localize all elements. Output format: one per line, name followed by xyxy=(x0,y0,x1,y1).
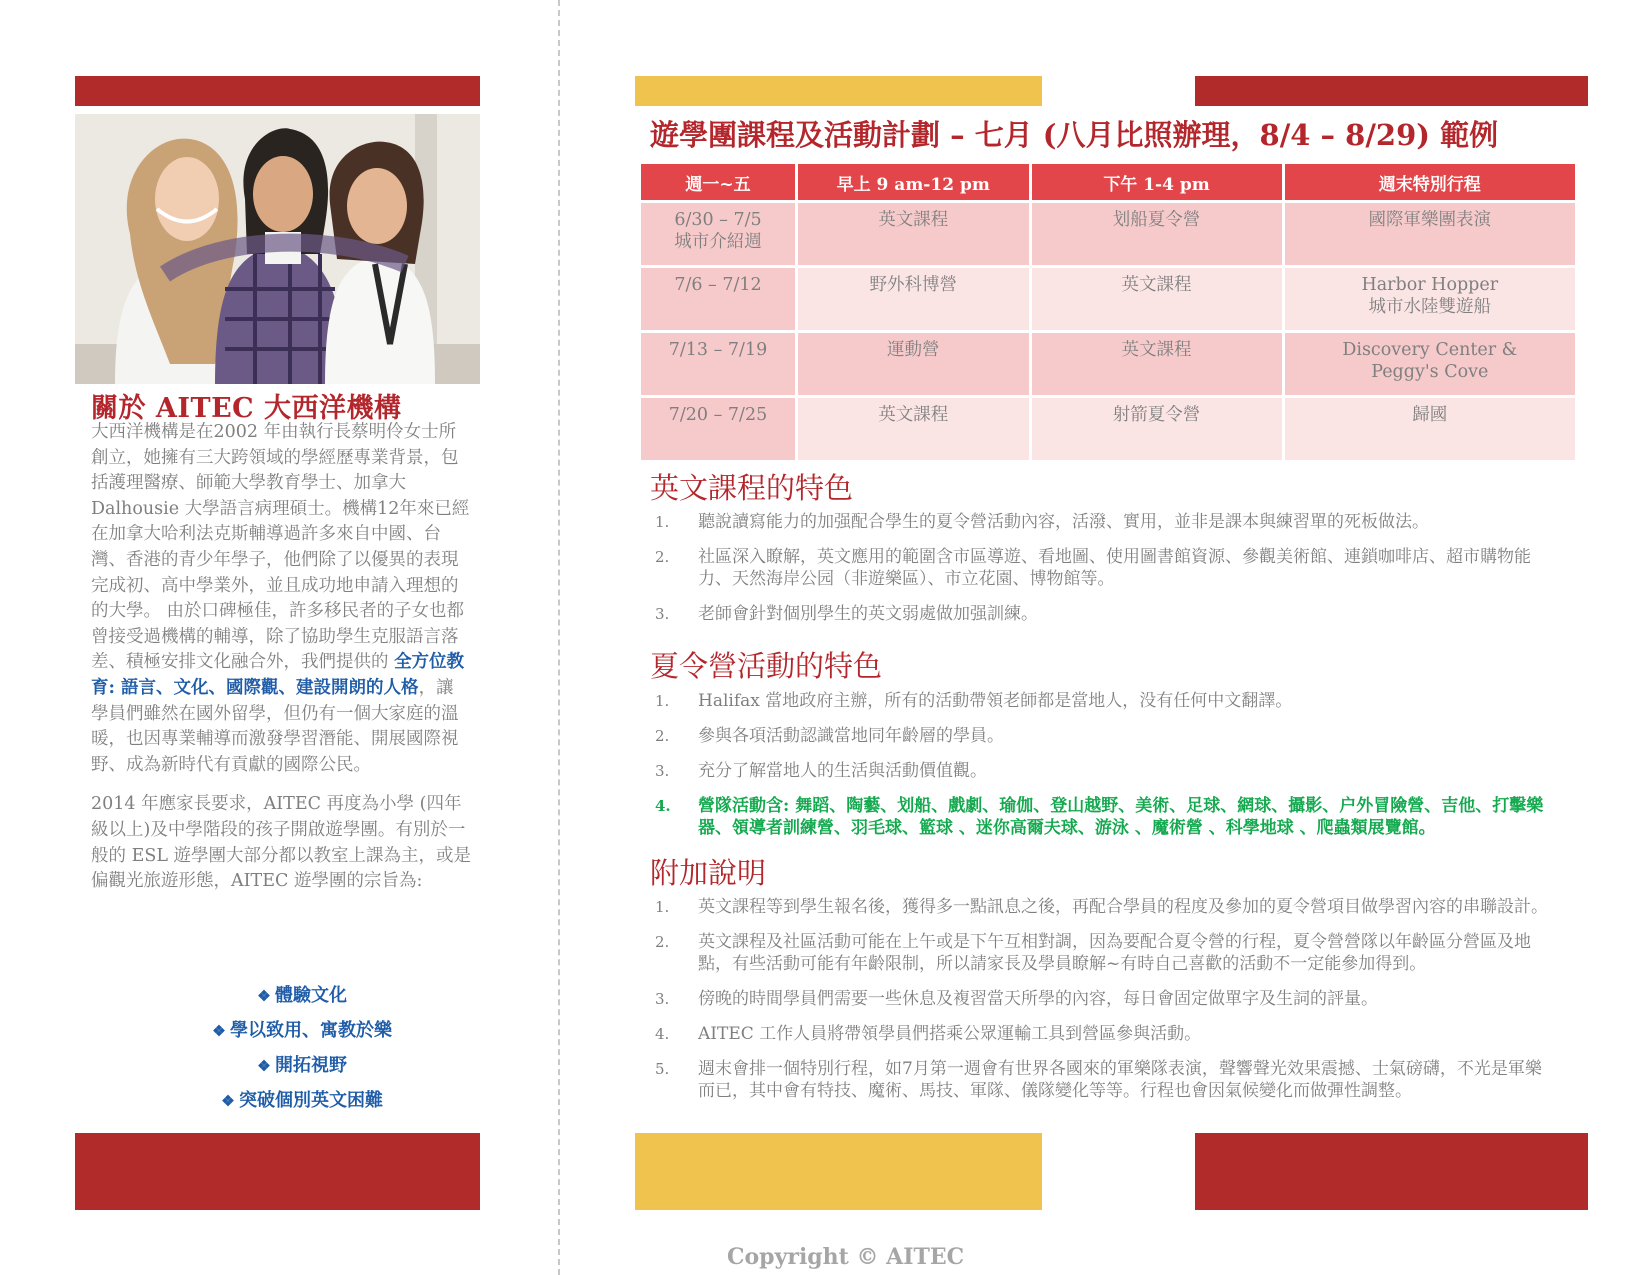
col-header-week: 週一~五 xyxy=(641,164,795,200)
cell-afternoon: 英文課程 xyxy=(1032,268,1282,330)
cell-afternoon: 划船夏令營 xyxy=(1032,203,1282,265)
bottom-gold-block xyxy=(635,1133,1042,1210)
notes-list xyxy=(655,896,1555,1115)
about-paragraph-2: 2014 年應家長要求，AITEC 再度為小學 (四年級以上)及中學階段的孩子開啟遊學團。有別於一般的 ESL 遊學團大部分都以教室上課為主，或是偏觀光旅遊形態，AITEC 遊學團的宗旨為: xyxy=(91,794,472,892)
about-paragraph-1 xyxy=(91,420,471,778)
aim-bullet-text: 體驗文化 xyxy=(275,985,347,1006)
cell-weekend: Harbor Hopper 城市水陸雙遊船 xyxy=(1285,268,1575,330)
cell-week: 7/13 – 7/19 xyxy=(641,333,795,395)
cell-morning: 野外科博營 xyxy=(798,268,1029,330)
bottom-right-red-block xyxy=(1195,1133,1588,1210)
table-row xyxy=(641,203,1575,265)
aim-bullet xyxy=(140,1013,460,1048)
list-item: 1. 英文課程等到學生報名後，獲得多一點訊息之後，再配合學員的程度及參加的夏令營項目做學習內容的串聯設計。 xyxy=(655,897,1548,917)
camp-features-title: 夏令營活動的特色 xyxy=(650,649,883,683)
cell-weekend: Discovery Center & Peggy's Cove xyxy=(1285,333,1575,395)
copyright-text: Copyright © AITEC xyxy=(727,1244,965,1270)
cell-afternoon: 英文課程 xyxy=(1032,333,1282,395)
list-item: 4. AITEC 工作人員將帶領學員們搭乘公眾運輸工具到營區參與活動。 xyxy=(655,1024,1202,1044)
diamond-bullet-icon: ❖ xyxy=(221,1092,235,1110)
fold-line xyxy=(558,0,560,1275)
aim-bullet-text: 突破個別英文困難 xyxy=(239,1090,383,1111)
cell-week: 6/30 – 7/5 城市介紹週 xyxy=(641,203,795,265)
col-header-weekend: 週末特別行程 xyxy=(1285,164,1575,200)
table-header-row xyxy=(641,164,1575,200)
list-item: 2. 英文課程及社區活動可能在上午或是下午互相對調，因為要配合夏令營的行程，夏令營營隊以年齡區分營區及地點，有些活動可能有年齡限制，所以請家長及學員瞭解~有時自己喜歡的活動不一定能參加得到。 xyxy=(655,932,1531,974)
list-item: 1. Halifax 當地政府主辦，所有的活動帶領老師都是當地人，没有任何中文翻譯。 xyxy=(655,691,1293,711)
english-features-title: 英文課程的特色 xyxy=(650,471,854,505)
cell-week: 7/20 – 7/25 xyxy=(641,398,795,460)
top-gold-bar xyxy=(635,76,1042,106)
list-item: 1. 聽說讀寫能力的加强配合學生的夏令營活動內容，活潑、實用，並非是課本與練習單的死板做法。 xyxy=(655,512,1429,532)
aim-bullet xyxy=(140,978,460,1013)
cell-weekend: 國際軍樂團表演 xyxy=(1285,203,1575,265)
list-item: 4. 營隊活動含: 舞蹈、陶藝、划船、戲劇、瑜伽、登山越野、美術、足球、網球、攝影、户外冒險營、吉他、打擊樂器、領導者訓練營、羽毛球、籃球 、迷你高爾夫球、游泳 、魔術營 、科學地球 、爬蟲類展覽館。 xyxy=(655,796,1544,838)
diamond-bullet-icon: ❖ xyxy=(212,1022,226,1040)
table-row xyxy=(641,398,1575,460)
about-title: 關於 AITEC 大西洋機構 xyxy=(91,393,402,424)
aim-bullets xyxy=(140,978,460,1118)
about-body xyxy=(91,420,471,909)
list-item: 3. 傍晚的時間學員們需要一些休息及複習當天所學的內容，每日會固定做單字及生詞的評量。 xyxy=(655,989,1378,1009)
diamond-bullet-icon: ❖ xyxy=(257,987,271,1005)
table-row xyxy=(641,268,1575,330)
english-features-list xyxy=(655,511,1555,638)
list-item: 5. 週末會排一個特別行程，如7月第一週會有世界各國來的軍樂隊表演，聲響聲光效果震撼、士氣磅礴，不光是軍樂而已，其中會有特技、魔術、馬技、軍隊、儀隊變化等等。行程也會因氣候變化而做彈性調整。 xyxy=(655,1059,1542,1101)
cell-weekend: 歸國 xyxy=(1285,398,1575,460)
group-photo xyxy=(75,114,480,384)
cell-week: 7/6 – 7/12 xyxy=(641,268,795,330)
col-header-afternoon: 下午 1-4 pm xyxy=(1032,164,1282,200)
about-text-a: 大西洋機構是在2002 年由執行長蔡明伶女士所創立，她擁有三大跨領域的學經歷專業背景，包括護理醫療、師範大學教育學士、加拿大 Dalhousie 大學語言病理碩士。機構12年來已經在加拿大哈利法克斯輔導過許多來自中國、台灣、香港的青少年學子，他們除了以優異的表現完成初、高中學業外，並且成功地申請入理想的的大學。 由於口碑極佳，許多移民者的子女也都曾接受過機構的輔導，除了協助學生克服語言落差、積極安排文化融合外，我們提供的 xyxy=(91,422,470,673)
top-right-red-bar xyxy=(1195,76,1588,106)
diamond-bullet-icon: ❖ xyxy=(257,1057,271,1075)
notes-title: 附加說明 xyxy=(650,856,767,890)
table-row xyxy=(641,333,1575,395)
aim-bullet-text: 學以致用、寓教於樂 xyxy=(230,1020,392,1041)
list-item: 3. 老師會針對個別學生的英文弱處做加强訓練。 xyxy=(655,604,1038,624)
cell-morning: 英文課程 xyxy=(798,203,1029,265)
cell-morning: 運動營 xyxy=(798,333,1029,395)
cell-morning: 英文課程 xyxy=(798,398,1029,460)
aim-bullet-text: 開拓視野 xyxy=(275,1055,347,1076)
about-text-b: ，讓學員們雖然在國外留學，但仍有一個大家庭的溫暖，也因專業輔導而激發學習潛能、開展國際視野、成為新時代有貢獻的國際公民。 xyxy=(91,677,459,775)
aim-bullet xyxy=(140,1048,460,1083)
col-header-morning: 早上 9 am-12 pm xyxy=(798,164,1029,200)
bottom-left-red-block xyxy=(75,1133,480,1210)
plan-title: 遊學團課程及活動計劃 – 七月 (八月比照辦理，8/4 – 8/29) 範例 xyxy=(650,118,1499,152)
top-left-red-bar xyxy=(75,76,480,106)
schedule-table xyxy=(638,161,1578,463)
list-item: 2. 參與各項活動認識當地同年齡層的學員。 xyxy=(655,726,1004,746)
aim-bullet xyxy=(140,1083,460,1118)
list-item: 2. 社區深入瞭解，英文應用的範圍含市區導遊、看地圖、使用圖書館資源、參觀美術館、連鎖咖啡店、超市購物能力、天然海岸公园（非遊樂區）、市立花園、博物館等。 xyxy=(655,547,1531,589)
camp-features-list xyxy=(655,690,1555,852)
about-highlight: 全方位教育: 語言、文化、國際觀、建設開朗的人格 xyxy=(91,652,465,698)
cell-afternoon: 射箭夏令營 xyxy=(1032,398,1282,460)
list-item: 3. 充分了解當地人的生活與活動價值觀。 xyxy=(655,761,987,781)
